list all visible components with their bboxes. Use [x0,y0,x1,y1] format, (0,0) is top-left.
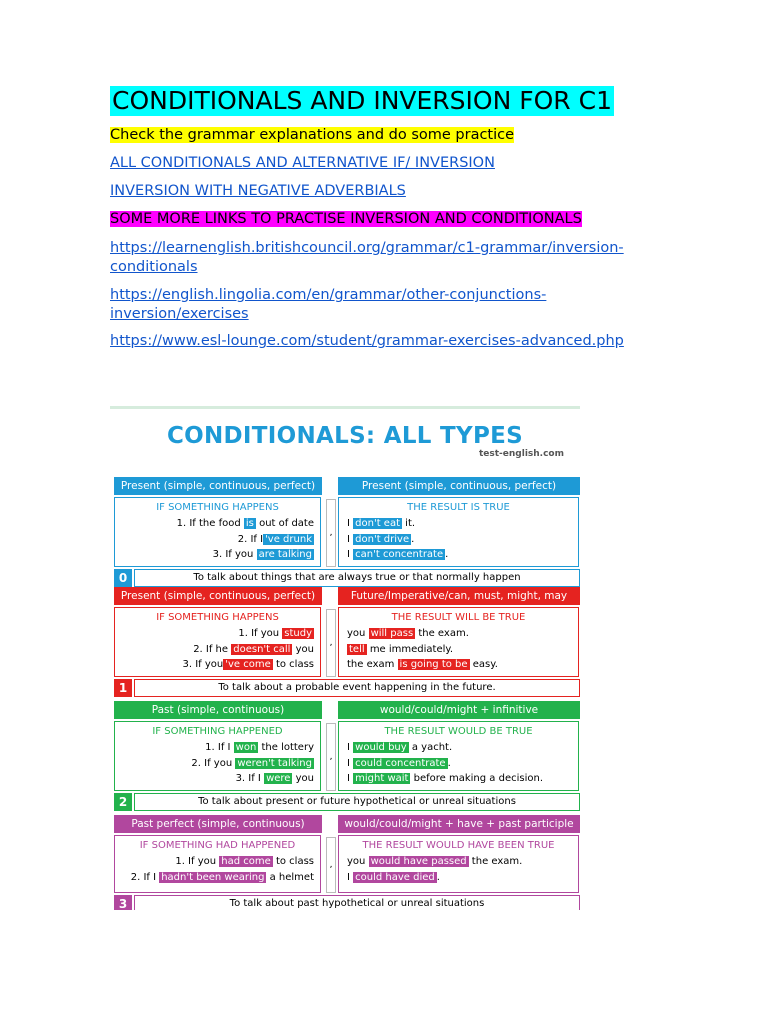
section-left-header: Past perfect (simple, continuous) [114,815,322,833]
usage-description: To talk about things that are always true or that normally happen [134,569,580,587]
conditionals-infographic [110,406,580,910]
example-text: a helmet [266,871,314,883]
highlighted-verb: tell [349,643,365,655]
highlighted-verb: will pass [370,628,414,639]
url-lingolia[interactable]: https://english.lingolia.com/en/grammar/other-conjunctions-inversion/exercises [110,287,547,322]
result-example [347,856,522,867]
conditional-type-number: 2 [114,793,132,811]
section-left-header: Present (simple, continuous, perfect) [114,477,322,495]
section-if-clause-box [114,497,321,567]
example-text: a yacht. [408,742,453,753]
section-footer [114,895,580,910]
if-clause-example [238,628,314,639]
section-footer [114,793,580,811]
result-example [347,758,451,769]
example-text: 2. If he [193,643,232,655]
highlighted-verb: would have passed [370,856,467,867]
if-clause-example [191,758,314,769]
highlighted-verb: 've come [225,659,271,670]
example-text: you [292,773,314,784]
example-text: you [347,628,369,639]
result-example [347,549,448,560]
example-text: 1. If you [175,856,220,867]
example-text: the exam [347,659,398,670]
if-clause-example [183,659,315,670]
example-text: I [347,773,354,784]
conditional-type-number: 0 [114,569,132,587]
conditional-type-number: 3 [114,895,132,910]
example-text: it. [402,518,416,529]
example-text: me immediately. [366,643,454,655]
example-text: I [347,757,354,769]
usage-description: To talk about present or future hypothetical or unreal situations [134,793,580,811]
result-example [347,534,414,545]
usage-description: To talk about a probable event happening in the future. [134,679,580,697]
section-result-clause-box [338,497,579,567]
example-text: . [411,533,415,545]
section-left-header: Present (simple, continuous, perfect) [114,587,322,605]
result-example [347,872,440,883]
example-text: 1. If the food [176,518,244,529]
result-example [347,644,453,655]
url-britishcouncil[interactable]: https://learnenglish.britishcouncil.org/grammar/c1-grammar/inversion-conditionals [110,240,624,275]
example-text: 2. If I [237,533,264,545]
infographic-title: CONDITIONALS: ALL TYPES [166,423,524,449]
example-text: 1. If I [205,742,234,753]
example-text: I [347,518,354,529]
highlighted-verb: is going to be [399,659,468,670]
section-right-header: Present (simple, continuous, perfect) [338,477,580,495]
section-right-header: would/could/might + infinitive [338,701,580,719]
if-clause-example [205,742,314,753]
result-example [347,773,543,784]
example-text: . [447,757,451,769]
comma-separator: , [326,837,336,893]
if-clause-subheading: IF SOMETHING HAPPENS [156,502,279,513]
section-left-header: Past (simple, continuous) [114,701,322,719]
section-if-clause-box [114,835,321,893]
if-clause-subheading: IF SOMETHING HAD HAPPENED [139,840,296,851]
example-text: I [347,742,354,753]
conditional-section-2 [114,701,580,811]
example-text: before making a decision. [410,773,544,784]
comma-separator: , [326,499,336,567]
if-clause-subheading: IF SOMETHING HAPPENED [152,726,283,737]
example-text: the exam. [468,856,523,867]
section-if-clause-box [114,607,321,677]
if-clause-example [238,534,314,545]
example-text: . [436,871,440,883]
page-title: CONDITIONALS AND INVERSION FOR C1 [112,86,612,115]
if-clause-example [175,856,314,867]
section-if-clause-box [114,721,321,791]
example-text: 3. If you [182,659,224,670]
highlighted-verb: might wait [355,773,409,784]
link-inversion-negative-adverbials[interactable]: INVERSION WITH NEGATIVE ADVERBIALS [110,183,406,199]
example-text: to class [272,659,314,670]
example-text: 3. If I [235,773,265,784]
example-text: 3. If you [212,549,257,560]
section-result-clause-box [338,607,579,677]
link-all-conditionals[interactable]: ALL CONDITIONALS AND ALTERNATIVE IF/ INVERSION [110,155,495,171]
conditional-section-3 [114,815,580,910]
result-example [347,518,415,529]
example-text: to class [272,856,314,867]
example-text: the lottery [258,742,314,753]
if-clause-example [193,644,314,655]
result-subheading: THE RESULT WILL BE TRUE [391,612,526,623]
section-right-header: would/could/might + have + past participle [338,815,580,833]
example-text: easy. [469,659,498,670]
example-text: 2. If I [130,871,160,883]
result-subheading: THE RESULT IS TRUE [407,502,510,513]
highlighted-verb: hadn't been wearing [161,871,265,883]
result-example [347,742,452,753]
highlighted-verb: 've drunk [265,533,312,545]
section-footer [114,569,580,587]
section-footer [114,679,580,697]
url-esl-lounge[interactable]: https://www.esl-lounge.com/student/grammar-exercises-advanced.php [110,333,624,349]
example-text: you [292,643,314,655]
result-subheading: THE RESULT WOULD HAVE BEEN TRUE [362,840,555,851]
highlighted-verb: had come [221,856,271,867]
usage-description: To talk about past hypothetical or unreal situations [134,895,580,910]
infographic-brand: test-english.com [478,449,564,459]
section-result-clause-box [338,835,579,893]
highlighted-verb: weren't talking [237,757,312,769]
highlighted-verb: won [235,742,257,753]
highlighted-verb: are talking [258,549,312,560]
conditional-section-0 [114,477,580,587]
comma-separator: , [326,609,336,677]
example-text: you [347,856,369,867]
if-clause-subheading: IF SOMETHING HAPPENS [156,612,279,623]
highlighted-verb: don't eat [355,518,400,529]
comma-separator: , [326,723,336,791]
example-text: 2. If you [191,757,236,769]
highlighted-verb: could concentrate [355,757,446,769]
result-example [347,628,469,639]
if-clause-example [213,549,314,560]
example-text: the exam. [415,628,469,639]
section-right-header: Future/Imperative/can, must, might, may [338,587,580,605]
intro-text: Check the grammar explanations and do some practice [110,127,515,143]
example-text: I [347,871,354,883]
if-clause-example [131,872,314,883]
highlighted-verb: could have died [355,871,435,883]
section-result-clause-box [338,721,579,791]
more-links-heading: SOME MORE LINKS TO PRACTISE INVERSION AND CONDITIONALS [110,211,582,227]
highlighted-verb: can't concentrate [355,549,444,560]
highlighted-verb: were [266,773,291,784]
example-text: 1. If you [238,628,283,639]
highlighted-verb: would buy [355,742,407,753]
highlighted-verb: don't drive [355,533,410,545]
if-clause-example [177,518,314,529]
highlighted-verb: study [284,628,312,639]
example-text: I [347,533,354,545]
conditional-section-1 [114,587,580,697]
conditional-type-number: 1 [114,679,132,697]
if-clause-example [236,773,314,784]
result-subheading: THE RESULT WOULD BE TRUE [384,726,533,737]
example-text: I [347,549,354,560]
example-text: out of date [255,518,314,529]
result-example [347,659,498,670]
highlighted-verb: is [245,518,254,529]
example-text: . [445,549,449,560]
highlighted-verb: doesn't call [233,643,291,655]
